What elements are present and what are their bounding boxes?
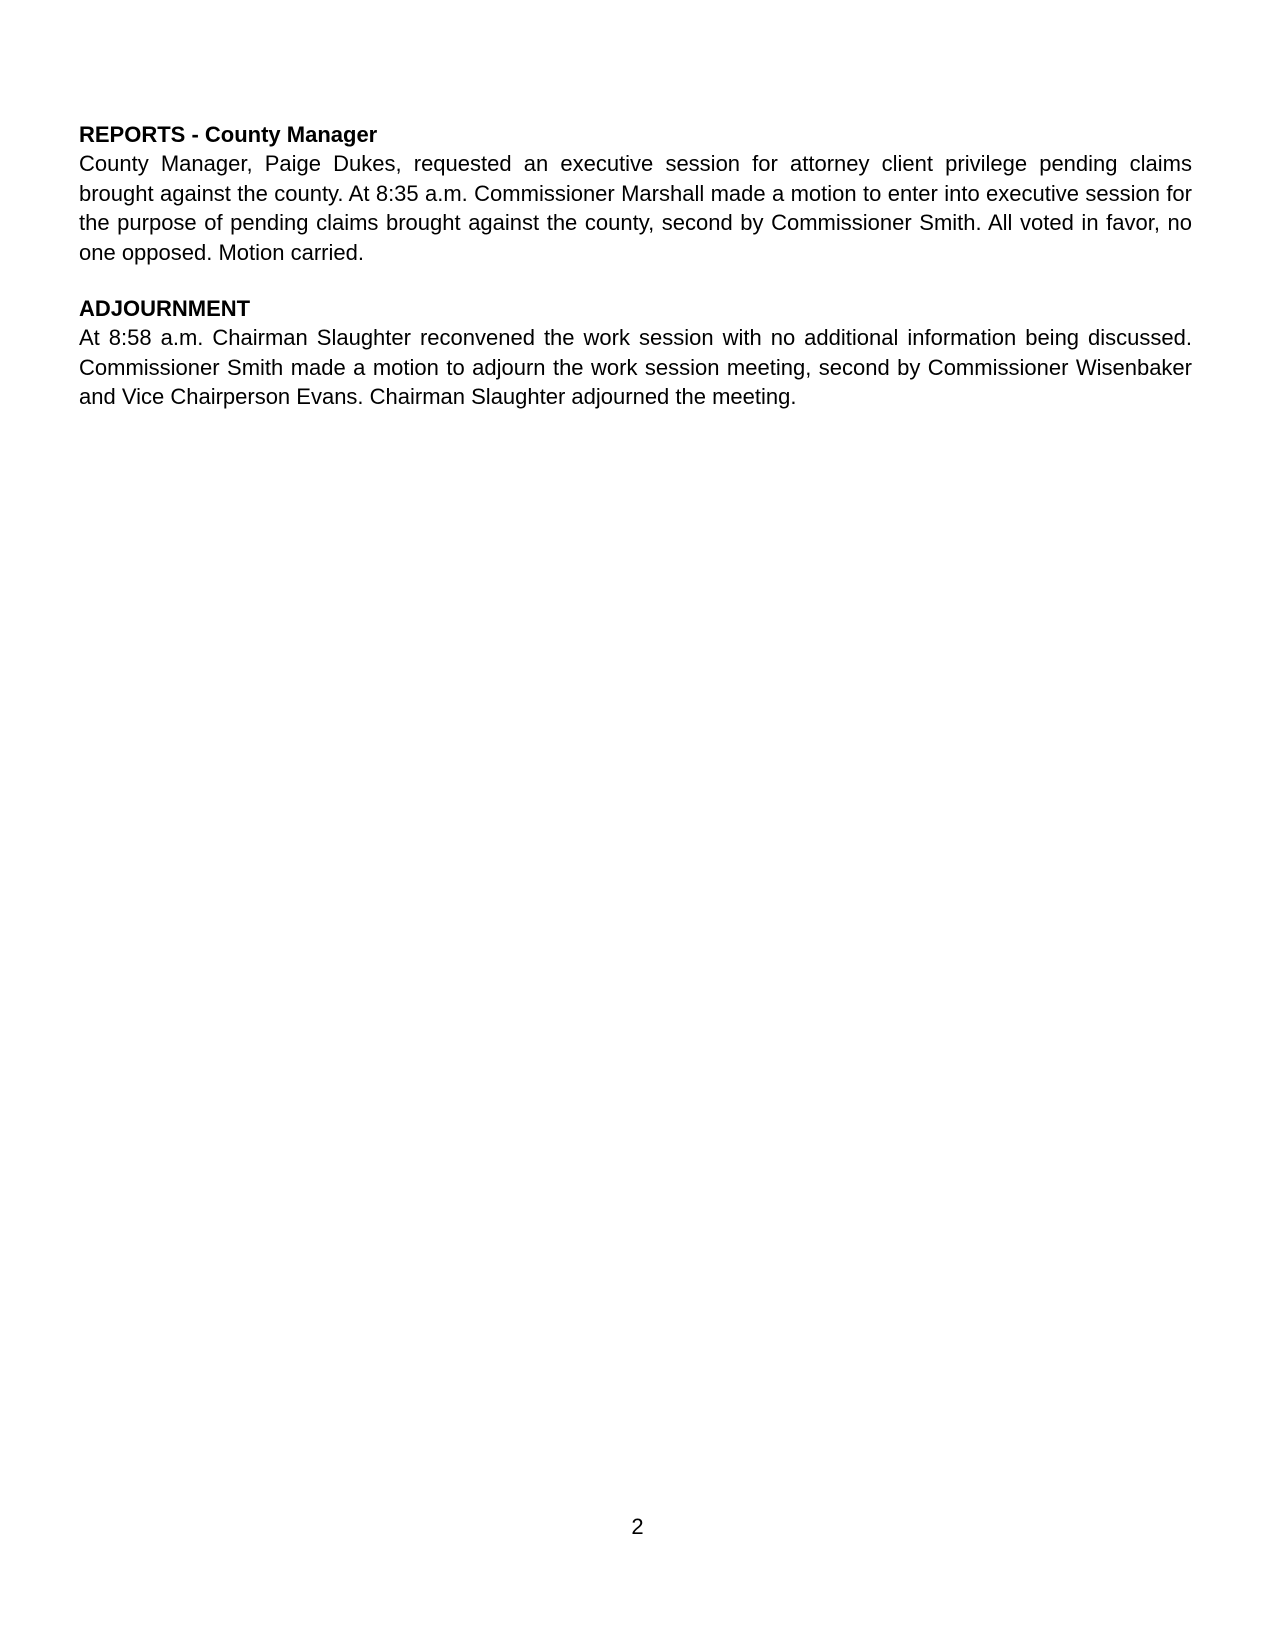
section-body: At 8:58 a.m. Chairman Slaughter reconvened the work session with no additional information being discussed. Commissioner Smith made a motion to adjourn the work session meeting, second by Commissioner Wisenbaker and Vice Chairperson Evans. Chairman Slaughter adjourned the meeting. (79, 325, 1192, 409)
page-number: 2 (631, 1514, 644, 1539)
section-adjournment (79, 294, 1192, 412)
document-page (79, 120, 1192, 439)
section-heading: REPORTS - County Manager (79, 122, 378, 147)
section-body: County Manager, Paige Dukes, requested an executive session for attorney client privilege pending claims brought against the county. At 8:35 a.m. Commissioner Marshall made a motion to enter into executive session for the purpose of pending claims brought against the county, second by Commissioner Smith. All voted in favor, no one opposed. Motion carried. (79, 151, 1192, 265)
section-reports-county-manager (79, 120, 1192, 267)
section-heading: ADJOURNMENT (79, 296, 251, 321)
